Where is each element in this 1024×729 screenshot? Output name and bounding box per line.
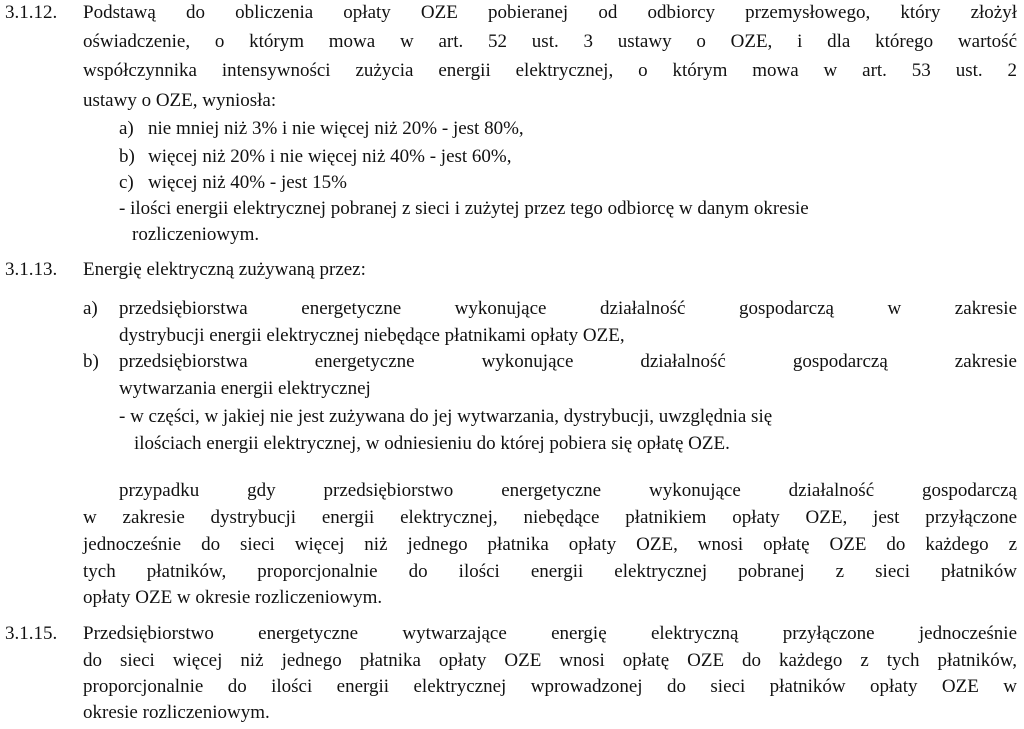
paragraph-line: ustawy o OZE, wyniosła: <box>83 90 277 111</box>
paragraph-line: okresie rozliczeniowym. <box>83 702 270 723</box>
paragraph-line: ilościach energii elektrycznej, w odniesieniu do której pobiera się opłatę OZE. <box>134 433 730 454</box>
paragraph-line: oświadczenie, o którym mowa w art. 52 ust. 3 ustawy o OZE, i dla którego wartość <box>83 31 1017 52</box>
paragraph-line: opłaty OZE w okresie rozliczeniowym. <box>83 587 383 608</box>
list-item: wytwarzania energii elektrycznej <box>119 378 371 399</box>
paragraph-line: do sieci więcej niż jednego płatnika opłaty OZE wnosi opłatę OZE do każdego z tych płatników, <box>83 650 1017 671</box>
section-number: 3.1.13. <box>5 259 58 280</box>
paragraph-line: - ilości energii elektrycznej pobranej z sieci i zużytej przez tego odbiorcę w danym okresie <box>119 198 809 219</box>
paragraph-line: w zakresie dystrybucji energii elektrycznej, niebędące płatnikiem opłaty OZE, jest przyłączone <box>83 507 1017 528</box>
list-marker: c) <box>119 172 134 193</box>
list-marker: b) <box>83 351 99 372</box>
paragraph-line: przypadku gdy przedsiębiorstwo energetyczne wykonujące działalność gospodarczą <box>119 480 1017 501</box>
paragraph-line: proporcjonalnie do ilości energii elektrycznej wprowadzonej do sieci płatników opłaty OZE w <box>83 676 1017 697</box>
list-marker: a) <box>83 298 98 319</box>
section-number: 3.1.12. <box>5 2 58 23</box>
list-marker: b) <box>119 146 135 167</box>
list-item: więcej niż 40% - jest 15% <box>148 172 347 193</box>
paragraph-line: współczynnika intensywności zużycia energii elektrycznej, o którym mowa w art. 53 ust. 2 <box>83 60 1017 81</box>
paragraph-line: tych płatników, proporcjonalnie do ilości energii elektrycznej pobranej z sieci płatników <box>83 561 1017 582</box>
paragraph-line: Przedsiębiorstwo energetyczne wytwarzające energię elektryczną przyłączone jednocześnie <box>83 623 1017 644</box>
list-item: przedsiębiorstwa energetyczne wykonujące działalność gospodarczą w zakresie <box>119 298 1017 319</box>
list-item: nie mniej niż 3% i nie więcej niż 20% - jest 80%, <box>148 118 524 139</box>
list-marker: a) <box>119 118 134 139</box>
paragraph-line: - w części, w jakiej nie jest zużywana do jej wytwarzania, dystrybucji, uwzględnia się <box>119 406 773 427</box>
paragraph-line: rozliczeniowym. <box>132 224 260 245</box>
section-number: 3.1.15. <box>5 623 58 644</box>
list-item: dystrybucji energii elektrycznej niebędące płatnikami opłaty OZE, <box>119 325 625 346</box>
paragraph-line: Podstawą do obliczenia opłaty OZE pobieranej od odbiorcy przemysłowego, który złożył <box>83 2 1017 23</box>
list-item: więcej niż 20% i nie więcej niż 40% - jest 60%, <box>148 146 512 167</box>
paragraph-line: jednocześnie do sieci więcej niż jednego płatnika opłaty OZE, wnosi opłatę OZE do każdego z <box>83 534 1017 555</box>
list-item: przedsiębiorstwa energetyczne wykonujące działalność gospodarczą zakresie <box>119 351 1017 372</box>
paragraph-line: Energię elektryczną zużywaną przez: <box>83 259 366 280</box>
